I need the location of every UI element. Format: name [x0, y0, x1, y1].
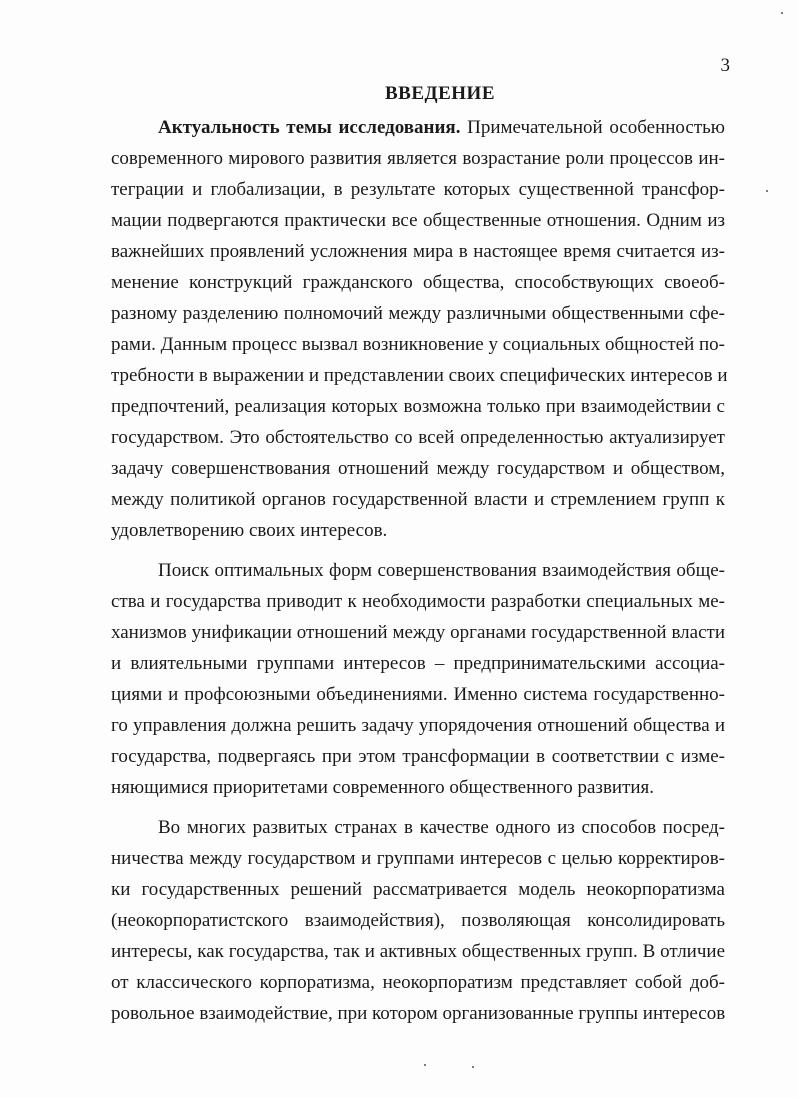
paragraph-line: ровольное взаимодействие, при котором организованные группы интересов — [111, 1003, 726, 1024]
paragraph-line: Во многих развитых странах в качестве одного из способов посред- — [158, 817, 725, 838]
page-number: 3 — [720, 55, 730, 76]
paragraph-line: и влиятельными группами интересов – предпринимательскими ассоциа- — [111, 653, 725, 674]
paragraph-line: от классического корпоратизма, неокорпоратизм представляет собой доб- — [111, 972, 725, 993]
paragraph-line: (неокорпоратистского взаимодействия), позволяющая консолидировать — [111, 910, 725, 931]
paragraph-line: ства и государства приводит к необходимости разработки специальных ме- — [111, 591, 725, 612]
paragraph-line: менение конструкций гражданского общества, способствующих своеоб- — [111, 272, 725, 293]
paragraph-line-text: Примечательной особенностью — [460, 117, 725, 138]
paragraph-line: циями и профсоюзными объединениями. Именно система государственно- — [111, 684, 725, 705]
paragraph-line: ки государственных решений рассматривается модель неокорпоратизма — [111, 879, 725, 900]
scan-speck — [766, 190, 768, 192]
paragraph-line: современного мирового развития является возрастание роли процессов ин- — [111, 148, 725, 169]
paragraph-line: между политикой органов государственной власти и стремлением групп к — [111, 489, 725, 510]
paragraph-gap — [111, 803, 725, 812]
scan-speck — [424, 1064, 426, 1066]
paragraph-line: рами. Данным процесс вызвал возникновение у социальных общностей по- — [111, 334, 725, 355]
paragraph-line: предпочтений, реализация которых возможна только при взаимодействии с — [111, 396, 725, 417]
section-title: ВВЕДЕНИЕ — [385, 83, 495, 104]
paragraph-line: важнейших проявлений усложнения мира в настоящее время считается из- — [111, 241, 725, 262]
paragraph-line: интересы, как государства, так и активных общественных групп. В отличие — [111, 941, 725, 962]
paragraph-line: удовлетворению своих интересов. — [111, 520, 388, 541]
paragraph-line: государством. Это обстоятельство со всей определенностью актуализирует — [111, 427, 725, 448]
body-text — [111, 112, 728, 1029]
paragraph-line: го управления должна решить задачу упорядочения отношений общества и — [111, 715, 725, 736]
paragraph-line: государства, подвергаясь при этом трансформации в соответствии с изме- — [111, 746, 725, 767]
paragraph-line: задачу совершенствования отношений между государством и обществом, — [111, 458, 725, 479]
paragraph-line: требности в выражении и представлении своих специфических интересов и — [111, 365, 728, 386]
paragraph-line: теграции и глобализации, в результате которых существенной трансфор- — [111, 179, 725, 200]
paragraph-line: мации подвергаются практически все общественные отношения. Одним из — [111, 210, 725, 231]
paragraph-gap — [111, 546, 725, 555]
paragraph-line: разному разделению полномочий между различными общественными сфе- — [111, 303, 725, 324]
paragraph-line: Поиск оптимальных форм совершенствования взаимодействия обще- — [158, 560, 725, 581]
paragraph-line: няющимися приоритетами современного общественного развития. — [111, 777, 655, 798]
paragraph-line: ничества между государством и группами интересов с целью корректиров- — [111, 848, 725, 869]
paragraph-line — [111, 112, 725, 143]
paragraph-lead: Актуальность темы исследования. — [158, 117, 461, 138]
scan-speck — [781, 12, 783, 14]
scan-speck — [472, 1066, 474, 1068]
paragraph-line: ханизмов унификации отношений между органами государственной власти — [111, 622, 725, 643]
